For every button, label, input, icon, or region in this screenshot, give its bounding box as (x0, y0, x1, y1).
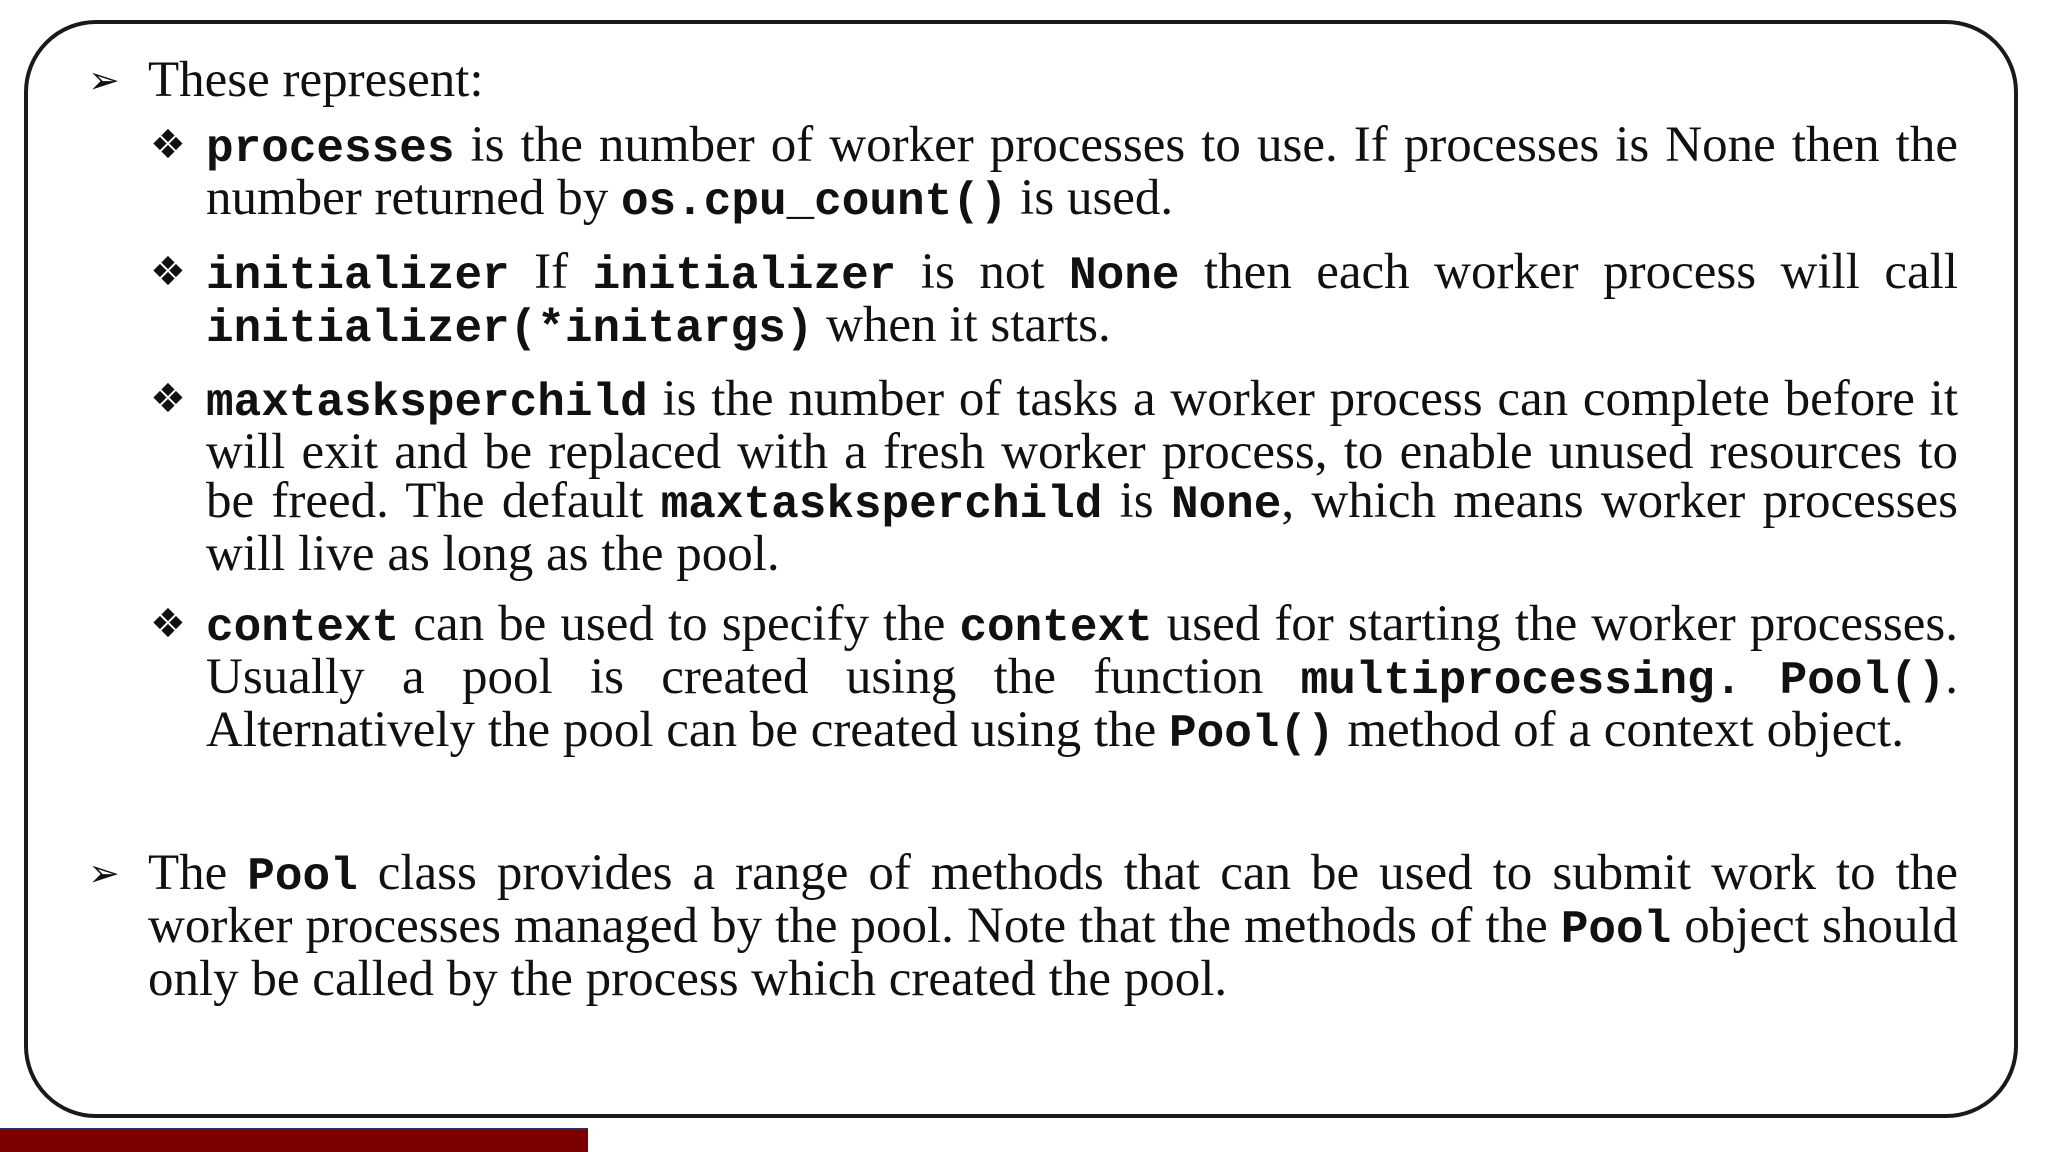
param-text: can be used to specify the (399, 596, 960, 652)
param-name: context (206, 602, 400, 654)
param-context (88, 596, 1958, 760)
diamond-bullet-icon: ❖ (150, 122, 186, 168)
param-maxtasksperchild (88, 371, 1958, 582)
arrow-bullet-icon: ➢ (88, 851, 120, 895)
diamond-bullet-icon: ❖ (150, 249, 186, 295)
param-text: If (509, 244, 593, 300)
param-name: initializer (206, 250, 510, 302)
param-name: maxtasksperchild (206, 377, 648, 429)
param-text: is the number of worker processes to use. If processes is None then the number returned by (206, 117, 1958, 226)
slide-content (88, 52, 1958, 1007)
intro-bullet (88, 52, 1958, 108)
intro-text: These represent: (148, 52, 484, 108)
code-span: None (1069, 250, 1180, 302)
spacer (88, 759, 1958, 849)
code-span: multiprocessing. (1300, 655, 1743, 707)
code-span: Pool() (1168, 708, 1335, 760)
code-span: initializer(*initargs) (206, 303, 814, 355)
code-span: os.cpu_count() (620, 176, 1008, 228)
code-span: None (1170, 479, 1282, 531)
param-text: is (1102, 473, 1171, 529)
note-text: object should only be called by the process which created the pool. (148, 898, 1958, 1007)
param-text: , which means worker processes will live as long as the pool. (206, 473, 1958, 582)
code-span: Pool (247, 851, 358, 903)
note-text: class provides a range of methods that can be used to submit work to the worker processes managed by the pool. Note that the methods of the (148, 845, 1958, 954)
pool-note-bullet (88, 845, 1958, 1007)
param-text: when it starts. (813, 297, 1111, 353)
param-text: used for starting the worker processes. Usually a pool is created using the function (206, 596, 1958, 705)
note-text: The (148, 845, 248, 901)
code-span: context (959, 602, 1153, 654)
param-text: is not (896, 244, 1069, 300)
code-span: Pool() (1779, 655, 1946, 707)
code-span: maxtasksperchild (660, 479, 1103, 531)
param-text: is the number of tasks a worker process can complete before it will exit and be replaced with a fresh worker process, to enable unused resources to be freed. The default (206, 371, 1958, 529)
arrow-bullet-icon: ➢ (88, 58, 120, 102)
footer-accent-bar (0, 1128, 588, 1152)
diamond-bullet-icon: ❖ (150, 376, 186, 422)
code-span: initializer (592, 250, 897, 302)
param-text: method of a context object. (1334, 702, 1904, 758)
param-processes (88, 117, 1958, 228)
param-text: then each worker process will call (1179, 244, 1958, 300)
param-initializer (88, 244, 1958, 355)
code-span: Pool (1560, 904, 1672, 956)
param-text: is used. (1007, 170, 1174, 226)
param-name: processes (206, 123, 455, 175)
param-text: . Alternatively the pool can be created using the (206, 649, 1958, 758)
diamond-bullet-icon: ❖ (150, 601, 186, 647)
